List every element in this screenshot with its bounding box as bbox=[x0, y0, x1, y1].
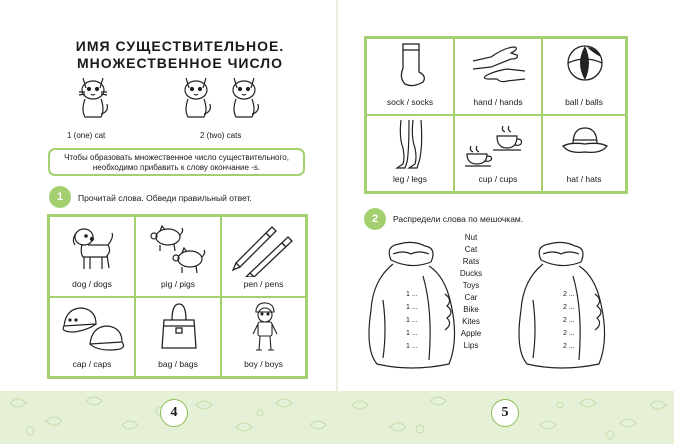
cell-label: ball / balls bbox=[565, 97, 603, 107]
dog-icon bbox=[68, 223, 118, 273]
page-title: ИМЯ СУЩЕСТВИТЕЛЬНОЕ. МНОЖЕСТВЕННОЕ ЧИСЛО bbox=[75, 38, 285, 71]
cell-label: sock / socks bbox=[386, 97, 434, 107]
cell-bag[interactable] bbox=[135, 297, 221, 377]
sack-1-line: 1 ... bbox=[406, 291, 418, 298]
sack-2-line: 2 ... bbox=[563, 330, 575, 337]
task-2-number: 2 bbox=[364, 208, 386, 230]
cell-leg[interactable] bbox=[366, 115, 454, 192]
cell-pen[interactable] bbox=[221, 216, 306, 297]
word-item: Apple bbox=[460, 329, 482, 338]
cell-dog[interactable] bbox=[49, 216, 135, 297]
sack-1-line: 1 ... bbox=[406, 330, 418, 337]
sack-icon bbox=[513, 240, 611, 372]
two-cats-label: 2 (two) cats bbox=[200, 131, 242, 140]
ball-icon bbox=[565, 43, 605, 83]
boy-icon bbox=[250, 300, 280, 354]
sack-1-lines bbox=[406, 288, 418, 353]
page-number-right: 5 bbox=[491, 399, 519, 427]
page-number-left: 4 bbox=[160, 399, 188, 427]
word-item: Cat bbox=[464, 245, 478, 254]
sack-2-lines bbox=[563, 288, 575, 353]
sack-2-line: 2 ... bbox=[563, 291, 575, 298]
bag-icon bbox=[160, 300, 198, 352]
word-item: Lips bbox=[463, 341, 479, 350]
cell-sock[interactable] bbox=[366, 38, 454, 115]
page-footer bbox=[0, 391, 674, 444]
cell-label: hand / hands bbox=[473, 97, 523, 107]
task-2-instruction: Распредели слова по мешочкам. bbox=[393, 214, 524, 224]
sack-2-line: 2 ... bbox=[563, 317, 575, 324]
cell-cup[interactable] bbox=[454, 115, 542, 192]
word-item: Kites bbox=[462, 317, 480, 326]
cell-cap[interactable] bbox=[49, 297, 135, 377]
legs-icon bbox=[395, 118, 427, 172]
sack-2-line: 2 ... bbox=[563, 343, 575, 350]
sack-1-line: 1 ... bbox=[406, 317, 418, 324]
word-item: Ducks bbox=[459, 269, 483, 278]
word-item: Toys bbox=[462, 281, 480, 290]
word-item: Nut bbox=[464, 233, 478, 242]
word-item: Rats bbox=[462, 257, 480, 266]
cell-hat[interactable] bbox=[542, 115, 626, 192]
cell-pig[interactable] bbox=[135, 216, 221, 297]
rule-box: Чтобы образовать множественное число существительного, необходимо прибавить к слову окончание -s. bbox=[48, 148, 305, 176]
cell-label: cup / cups bbox=[478, 174, 518, 184]
cell-ball[interactable] bbox=[542, 38, 626, 115]
cell-label: cap / caps bbox=[72, 359, 112, 369]
pens-icon bbox=[232, 223, 296, 277]
word-item: Car bbox=[464, 293, 478, 302]
sock-icon bbox=[395, 42, 427, 88]
cell-boy[interactable] bbox=[221, 297, 306, 377]
cell-label: boy / boys bbox=[244, 359, 283, 369]
cups-icon bbox=[465, 122, 531, 168]
cell-label: dog / dogs bbox=[72, 279, 112, 289]
cell-hand[interactable] bbox=[454, 38, 542, 115]
task-1-number: 1 bbox=[49, 186, 71, 208]
cell-label: pen / pens bbox=[243, 279, 284, 289]
cell-label: bag / bags bbox=[158, 359, 198, 369]
pigs-icon bbox=[148, 223, 210, 275]
cell-label: leg / legs bbox=[392, 174, 428, 184]
task-1-instruction: Прочитай слова. Обведи правильный ответ. bbox=[78, 193, 252, 203]
cat-icon bbox=[75, 72, 111, 120]
leaf-pattern-icon bbox=[0, 391, 674, 444]
hands-icon bbox=[471, 43, 527, 87]
right-word-grid bbox=[364, 36, 628, 194]
one-cat-label: 1 (one) cat bbox=[67, 131, 106, 140]
word-list bbox=[446, 232, 496, 352]
word-item: Bike bbox=[463, 305, 479, 314]
caps-icon bbox=[60, 302, 128, 352]
cell-label: hat / hats bbox=[566, 174, 602, 184]
sack-1-line: 1 ... bbox=[406, 343, 418, 350]
sack-1-line: 1 ... bbox=[406, 304, 418, 311]
sack-2-line: 2 ... bbox=[563, 304, 575, 311]
left-word-grid bbox=[47, 214, 308, 379]
page-spine bbox=[336, 0, 338, 444]
hat-icon bbox=[561, 124, 609, 158]
two-cats-icon bbox=[178, 72, 268, 120]
cell-label: pig / pigs bbox=[160, 279, 196, 289]
